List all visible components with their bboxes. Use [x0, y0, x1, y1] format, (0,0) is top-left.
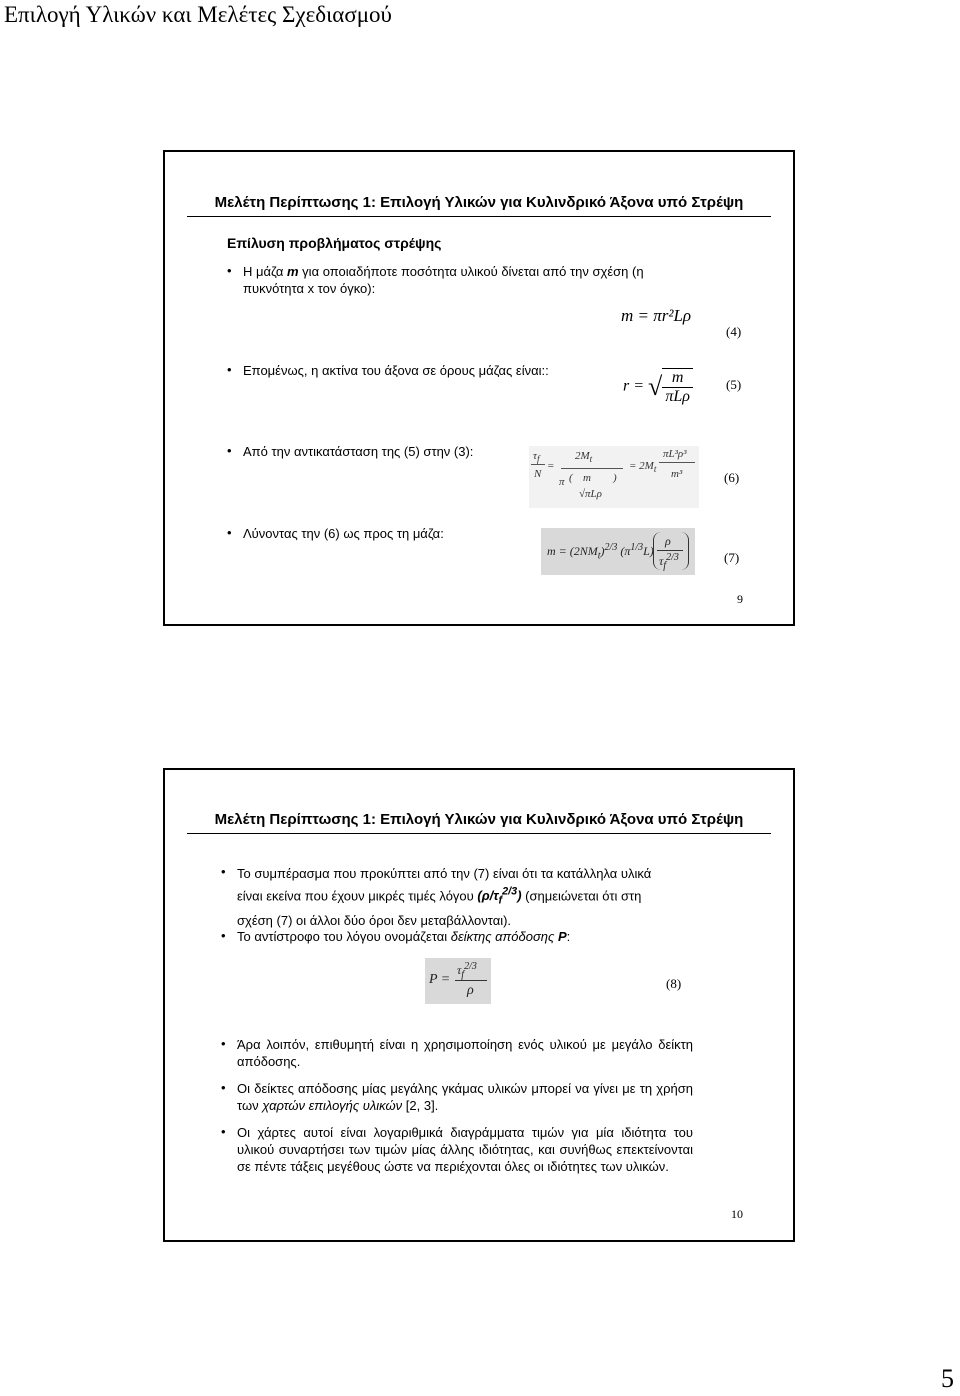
slide-page-number: 9	[737, 592, 743, 606]
title-divider	[187, 216, 771, 217]
title-divider	[187, 833, 771, 834]
bullet-mass-text: Η μάζα m για οποιαδήποτε ποσότητα υλικού δίνεται από την σχέση (η πυκνότητα x τον όγκο):	[243, 264, 644, 296]
equation-6-image: $\tau_f$ N = $2M_t$ π ( m √πLρ ) = $2M_t$ πL³ρ³ m³	[529, 446, 699, 508]
bullet-dot: •	[227, 362, 232, 377]
bullet-radius-text: Επομένως, η ακτίνα του άξονα σε όρους μάζας είναι::	[243, 363, 549, 378]
bullet-dot: •	[221, 1036, 226, 1051]
slide-title: Μελέτη Περίπτωσης 1: Επιλογή Υλικών για Κυλινδρικό Άξονα υπό Στρέψη	[214, 811, 744, 828]
section-subtitle: Επίλυση προβλήματος στρέψης	[227, 235, 442, 251]
bullet-desirable-text: Άρα λοιπόν, επιθυμητή είναι η χρησιμοποίηση ενός υλικού με μεγάλο δείκτη απόδοσης.	[237, 1037, 693, 1069]
bullet-conclusion-text: Το συμπέρασμα που προκύπτει από την (7) είναι ότι τα κατάλληλα υλικά είναι εκείνα που έχουν μικρές τιμές λόγου $(\rho/\tau_f^{2/3})$ (σημειώνεται ότι στη σχέση (7) οι άλλοι δύο όροι δεν μεταβάλλονται).	[237, 866, 652, 928]
bullet-charts-text: Οι δείκτες απόδοσης μίας μεγάλης γκάμας υλικών μπορεί να γίνει με τη χρήση των χαρτών επιλογής υλικών [2, 3].	[237, 1081, 693, 1113]
bullet-performance-index-text: Το αντίστροφο του λόγου ονομάζεται δείκτης απόδοσης P:	[237, 929, 571, 944]
bullet-dot: •	[221, 864, 226, 879]
bullet-substitution-text: Από την αντικατάσταση της (5) στην (3):	[243, 444, 474, 459]
document-page-number: 5	[941, 1364, 954, 1393]
slide-title: Μελέτη Περίπτωσης 1: Επιλογή Υλικών για Κυλινδρικό Άξονα υπό Στρέψη	[214, 194, 744, 211]
equation-7-label: (7)	[724, 550, 740, 565]
bullet-dot: •	[221, 1080, 226, 1095]
bullet-log-charts-text: Οι χάρτες αυτοί είναι λογαριθμικά διαγράμματα τιμών για μία ιδιότητα του υλικού συναρτήσει των τιμών μίας άλλης ιδιότητας, και συνήθως επεκτείνονται σε πέντε τάξεις μεγέθους ώστε να περιέχονται όλες οι ιδιότητες των υλικών.	[237, 1125, 693, 1174]
equation-7-image: $m = (2NM_t)^{2/3}$ $(\pi^{1/3}L)$ ρ $\tau_f^{2/3}$	[541, 528, 695, 575]
bullet-dot: •	[221, 928, 226, 943]
bullet-dot: •	[221, 1124, 226, 1139]
equation-8-label: (8)	[666, 976, 682, 991]
equation-5-formula: r = √ $\frac{m}{\text{πLρ}}$	[623, 368, 693, 406]
bullet-solve-mass-text: Λύνοντας την (6) ως προς τη μάζα:	[243, 526, 444, 541]
equation-4-formula: m = πr²Lρ	[621, 306, 692, 325]
equation-5-label: (5)	[726, 377, 742, 392]
equation-6-label: (6)	[724, 470, 740, 485]
bullet-dot: •	[227, 525, 232, 540]
slide-10	[163, 768, 795, 1242]
equation-8-image: P = $\tau_f^{2/3}$ ρ	[425, 958, 491, 1004]
bullet-dot: •	[227, 443, 232, 458]
document-header-title: Επιλογή Υλικών και Μελέτες Σχεδιασμού	[4, 2, 392, 27]
bullet-dot: •	[227, 263, 232, 278]
equation-4-label: (4)	[726, 324, 742, 339]
slide-page-number: 10	[731, 1207, 743, 1221]
slide-9	[163, 150, 795, 626]
